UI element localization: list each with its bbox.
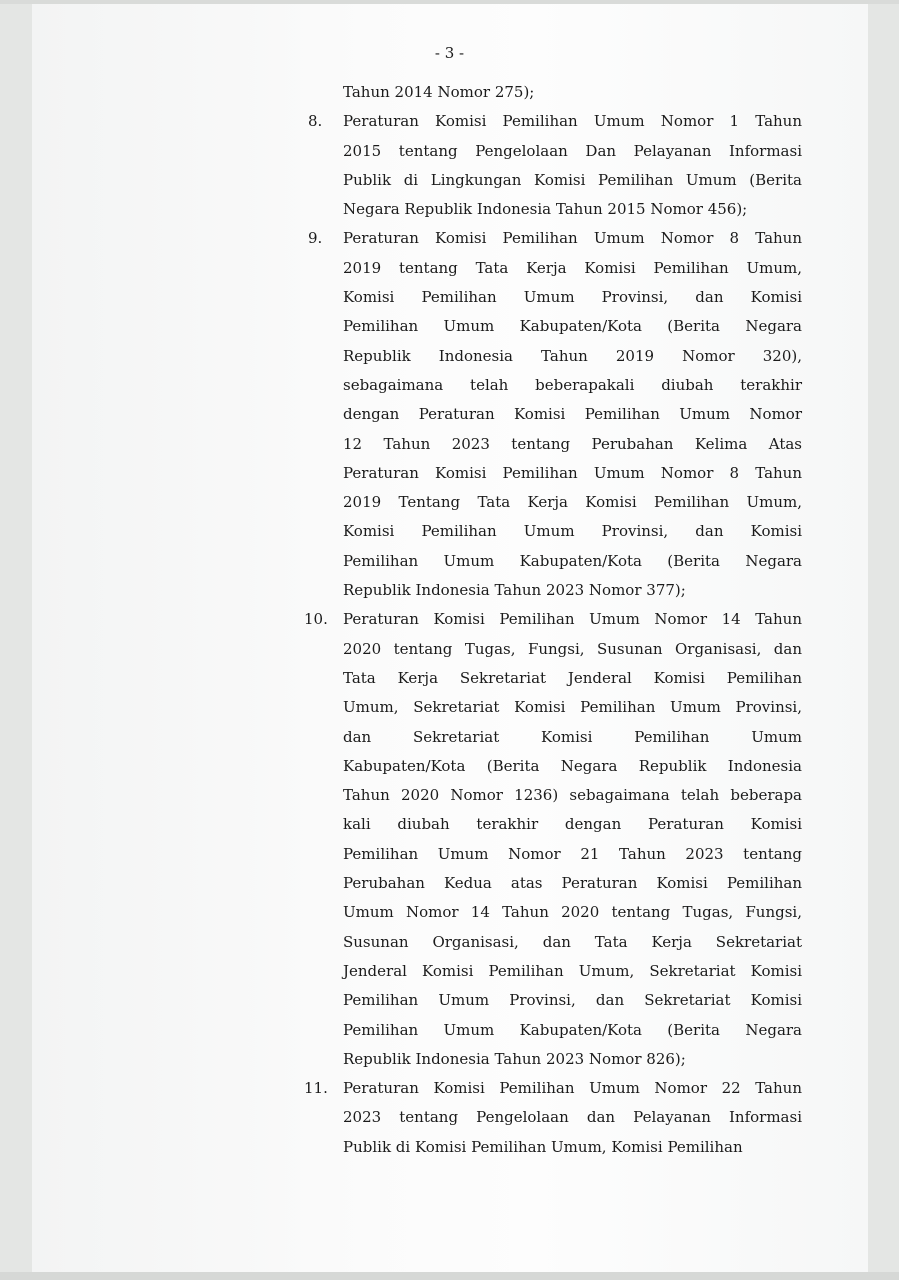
regulation-list [304, 107, 802, 1162]
list-item [308, 107, 802, 224]
item-number: 10. [304, 610, 328, 629]
list-item [304, 605, 802, 1074]
item-text-line: Negara Republik Indonesia Tahun 2015 Nomor 456); [343, 200, 748, 219]
item-text-line: Pemilihan Umum Provinsi, dan Sekretariat Komisi [343, 991, 802, 1010]
item-text-line: 2020 tentang Tugas, Fungsi, Susunan Organisasi, dan [343, 639, 802, 658]
item-text-line: Tata Kerja Sekretariat Jenderal Komisi Pemilihan [343, 668, 802, 687]
item-text-line: sebagaimana telah beberapakali diubah terakhir [343, 375, 802, 394]
item-text-line: Pemilihan Umum Kabupaten/Kota (Berita Negara [343, 317, 802, 336]
item-text-line: Peraturan Komisi Pemilihan Umum Nomor 14 Tahun [343, 610, 802, 629]
item-text-line: Publik di Lingkungan Komisi Pemilihan Umum (Berita [343, 170, 802, 189]
item-text-line: 2019 Tentang Tata Kerja Komisi Pemilihan Umum, [343, 493, 802, 512]
item-text-line: dan Sekretariat Komisi Pemilihan Umum [343, 727, 802, 746]
item-text-line: Republik Indonesia Tahun 2023 Nomor 377); [343, 581, 686, 600]
item-text-line: Tahun 2020 Nomor 1236) sebagaimana telah beberapa [343, 786, 802, 805]
page-number: - 3 - [434, 44, 465, 62]
item-text-line: Umum, Sekretariat Komisi Pemilihan Umum Provinsi, [343, 698, 802, 717]
item-text-line: Kabupaten/Kota (Berita Negara Republik Indonesia [343, 756, 802, 775]
item-text-line: Komisi Pemilihan Umum Provinsi, dan Komisi [343, 288, 802, 307]
item-text-line: Jenderal Komisi Pemilihan Umum, Sekretariat Komisi [343, 961, 802, 980]
item-text-line: dengan Peraturan Komisi Pemilihan Umum Nomor [343, 405, 802, 424]
item-text-line: 2015 tentang Pengelolaan Dan Pelayanan Informasi [343, 141, 802, 160]
item-number: 11. [304, 1079, 328, 1098]
item-text-line: Republik Indonesia Tahun 2019 Nomor 320), [343, 346, 802, 365]
item-text-line: 2023 tentang Pengelolaan dan Pelayanan Informasi [343, 1108, 802, 1127]
list-item [308, 224, 802, 605]
item-text-line: Pemilihan Umum Kabupaten/Kota (Berita Negara [343, 551, 802, 570]
item-text-line: Peraturan Komisi Pemilihan Umum Nomor 1 Tahun [343, 112, 802, 131]
document-body [304, 78, 802, 1162]
item-number: 8. [308, 112, 323, 131]
item-number: 9. [308, 229, 323, 248]
item-text-line: 12 Tahun 2023 tentang Perubahan Kelima Atas [343, 434, 802, 453]
item-text-line: Perubahan Kedua atas Peraturan Komisi Pemilihan [343, 874, 802, 893]
continuation-line: Tahun 2014 Nomor 275); [343, 83, 535, 101]
item-text-line: Komisi Pemilihan Umum Provinsi, dan Komisi [343, 522, 802, 541]
item-text-line: Susunan Organisasi, dan Tata Kerja Sekretariat [343, 932, 802, 951]
bottom-edge [0, 1272, 899, 1280]
item-text-line: Peraturan Komisi Pemilihan Umum Nomor 8 Tahun [343, 463, 802, 482]
item-text-line: 2019 tentang Tata Kerja Komisi Pemilihan Umum, [343, 258, 802, 277]
item-text-line: kali diubah terakhir dengan Peraturan Komisi [343, 815, 802, 834]
item-text-line: Peraturan Komisi Pemilihan Umum Nomor 22 Tahun [343, 1079, 802, 1098]
item-text-line: Pemilihan Umum Nomor 21 Tahun 2023 tentang [343, 844, 802, 863]
item-text-line: Republik Indonesia Tahun 2023 Nomor 826); [343, 1049, 686, 1068]
item-text-line: Peraturan Komisi Pemilihan Umum Nomor 8 Tahun [343, 229, 802, 248]
item-text-line: Umum Nomor 14 Tahun 2020 tentang Tugas, Fungsi, [343, 903, 802, 922]
item-text-line: Pemilihan Umum Kabupaten/Kota (Berita Negara [343, 1020, 802, 1039]
item-text-line: Publik di Komisi Pemilihan Umum, Komisi Pemilihan [343, 1137, 743, 1156]
list-item [304, 1074, 802, 1162]
